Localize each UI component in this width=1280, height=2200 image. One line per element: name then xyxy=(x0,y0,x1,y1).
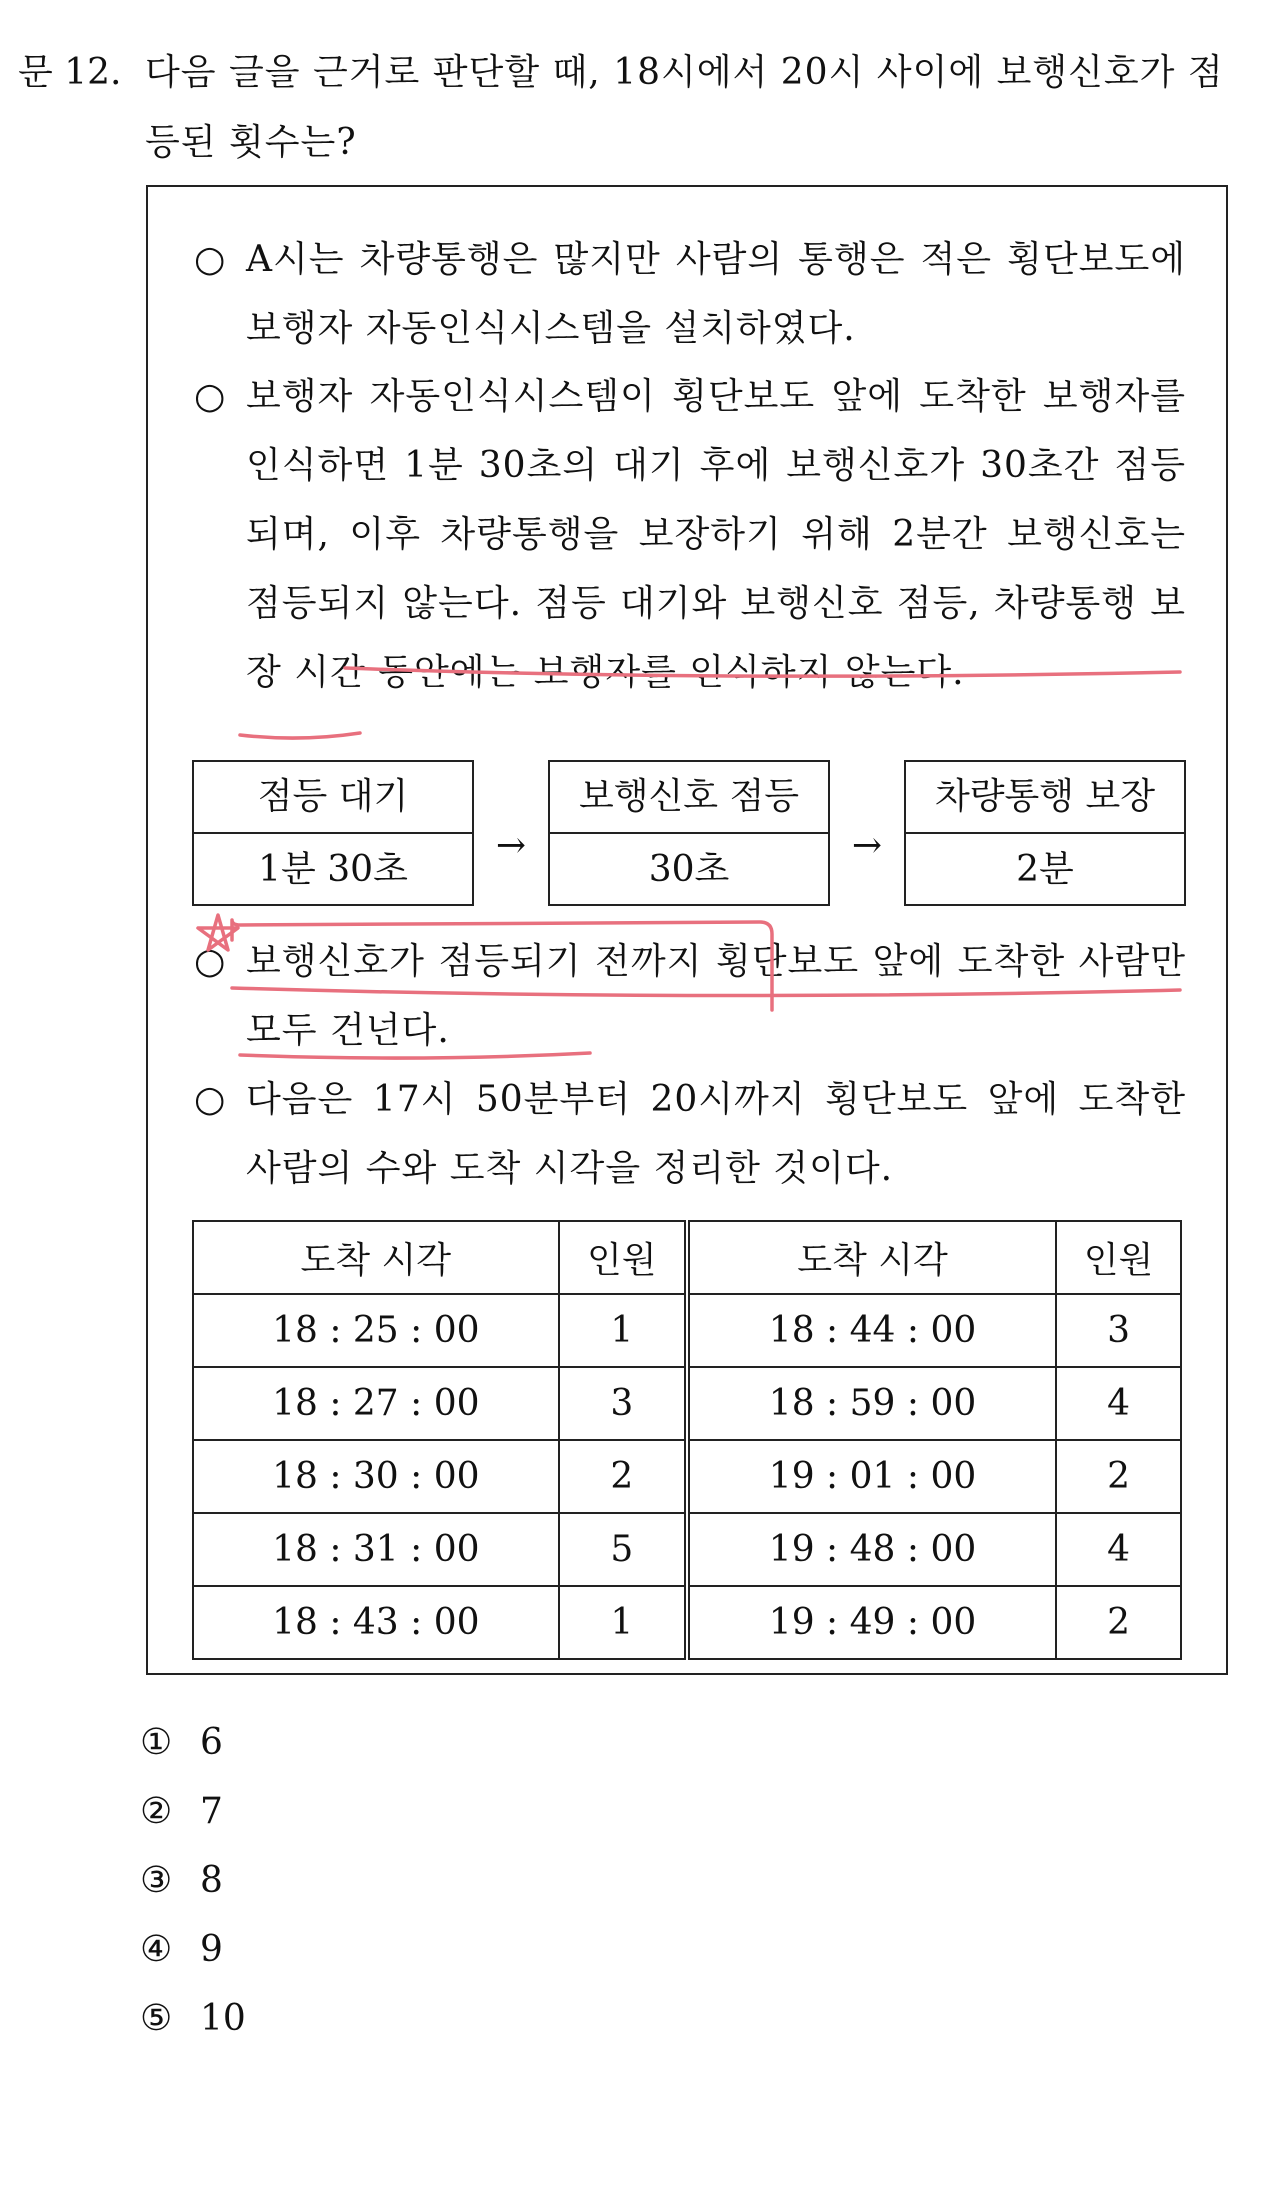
table-cell: 18 : 25 : 00 xyxy=(193,1294,559,1367)
choice-number: ① xyxy=(140,1722,173,1763)
table-cell: 2 xyxy=(559,1440,687,1513)
choice-value: 10 xyxy=(200,1998,246,2039)
table-cell: 18 : 31 : 00 xyxy=(193,1513,559,1586)
table-cell: 4 xyxy=(1056,1513,1181,1586)
bullet-icon: ○ xyxy=(194,1079,227,1120)
right-arrow-icon: → xyxy=(851,825,883,866)
passage-box xyxy=(146,185,1228,1675)
choice-number: ② xyxy=(140,1791,173,1832)
flow-step-value: 1분 30초 xyxy=(258,849,408,890)
right-arrow-icon: → xyxy=(495,825,527,866)
table-cell: 18 : 27 : 00 xyxy=(193,1367,559,1440)
flow-step-vehicle xyxy=(904,760,1186,906)
choice-number: ⑤ xyxy=(140,1998,173,2039)
table-cell: 19 : 49 : 00 xyxy=(687,1586,1056,1659)
table-row xyxy=(193,1440,1181,1513)
signal-flow-diagram xyxy=(192,760,1182,908)
passage-item-2-text: 보행자 자동인식시스템이 횡단보도 앞에 도착한 보행자를 인식하면 1분 30초의 대기 후에 보행신호가 30초간 점등되며, 이후 차량통행을 보장하기 위해 2분간 보행신호는 점등되지 않는다. 점등 대기와 보행신호 점등, 차량통행 보장 시간 동안에는 보행자를 인식하지 않는다. xyxy=(246,376,1186,693)
table-header: 인원 xyxy=(1056,1221,1181,1294)
table-cell: 19 : 01 : 00 xyxy=(687,1440,1056,1513)
bullet-icon: ○ xyxy=(194,376,227,417)
table-header-row xyxy=(193,1221,1181,1294)
passage-item-3-text: 보행신호가 점등되기 전까지 횡단보도 앞에 도착한 사람만 모두 건넌다. xyxy=(246,941,1186,1051)
question-number: 문 12. xyxy=(18,52,122,93)
table-header: 도착 시각 xyxy=(193,1221,559,1294)
question-text: 다음 글을 근거로 판단할 때, 18시에서 20시 사이에 보행신호가 점등된 횟수는? xyxy=(145,52,1224,163)
table-header: 인원 xyxy=(559,1221,687,1294)
table-cell: 18 : 44 : 00 xyxy=(687,1294,1056,1367)
passage-item-4-text: 다음은 17시 50분부터 20시까지 횡단보도 앞에 도착한 사람의 수와 도착 시각을 정리한 것이다. xyxy=(246,1079,1186,1189)
table-cell: 18 : 59 : 00 xyxy=(687,1367,1056,1440)
table-cell: 2 xyxy=(1056,1440,1181,1513)
flow-step-value: 30초 xyxy=(648,849,730,890)
table-cell: 18 : 30 : 00 xyxy=(193,1440,559,1513)
table-cell: 3 xyxy=(559,1367,687,1440)
flow-step-value: 2분 xyxy=(1016,849,1074,890)
choice-number: ③ xyxy=(140,1860,173,1901)
choice-value: 7 xyxy=(200,1791,223,1832)
flow-step-label: 점등 대기 xyxy=(194,762,472,834)
table-cell: 1 xyxy=(559,1586,687,1659)
table-row xyxy=(193,1586,1181,1659)
bullet-icon: ○ xyxy=(194,239,227,280)
choice-value: 9 xyxy=(200,1929,223,1970)
flow-step-wait xyxy=(192,760,474,906)
bullet-icon: ○ xyxy=(194,941,227,982)
table-cell: 18 : 43 : 00 xyxy=(193,1586,559,1659)
table-cell: 4 xyxy=(1056,1367,1181,1440)
flow-step-label: 보행신호 점등 xyxy=(550,762,828,834)
passage-item-1-text: A시는 차량통행은 많지만 사람의 통행은 적은 횡단보도에 보행자 자동인식시스템을 설치하였다. xyxy=(246,239,1186,349)
table-cell: 2 xyxy=(1056,1586,1181,1659)
table-cell: 3 xyxy=(1056,1294,1181,1367)
table-cell: 19 : 48 : 00 xyxy=(687,1513,1056,1586)
flow-step-label: 차량통행 보장 xyxy=(906,762,1184,834)
table-row xyxy=(193,1294,1181,1367)
table-cell: 1 xyxy=(559,1294,687,1367)
flow-step-signal-on xyxy=(548,760,830,906)
table-cell: 5 xyxy=(559,1513,687,1586)
arrival-table xyxy=(192,1220,1182,1660)
table-row xyxy=(193,1513,1181,1586)
table-row xyxy=(193,1367,1181,1440)
choice-value: 8 xyxy=(200,1860,223,1901)
choice-number: ④ xyxy=(140,1929,173,1970)
choice-value: 6 xyxy=(200,1722,223,1763)
table-header: 도착 시각 xyxy=(687,1221,1056,1294)
